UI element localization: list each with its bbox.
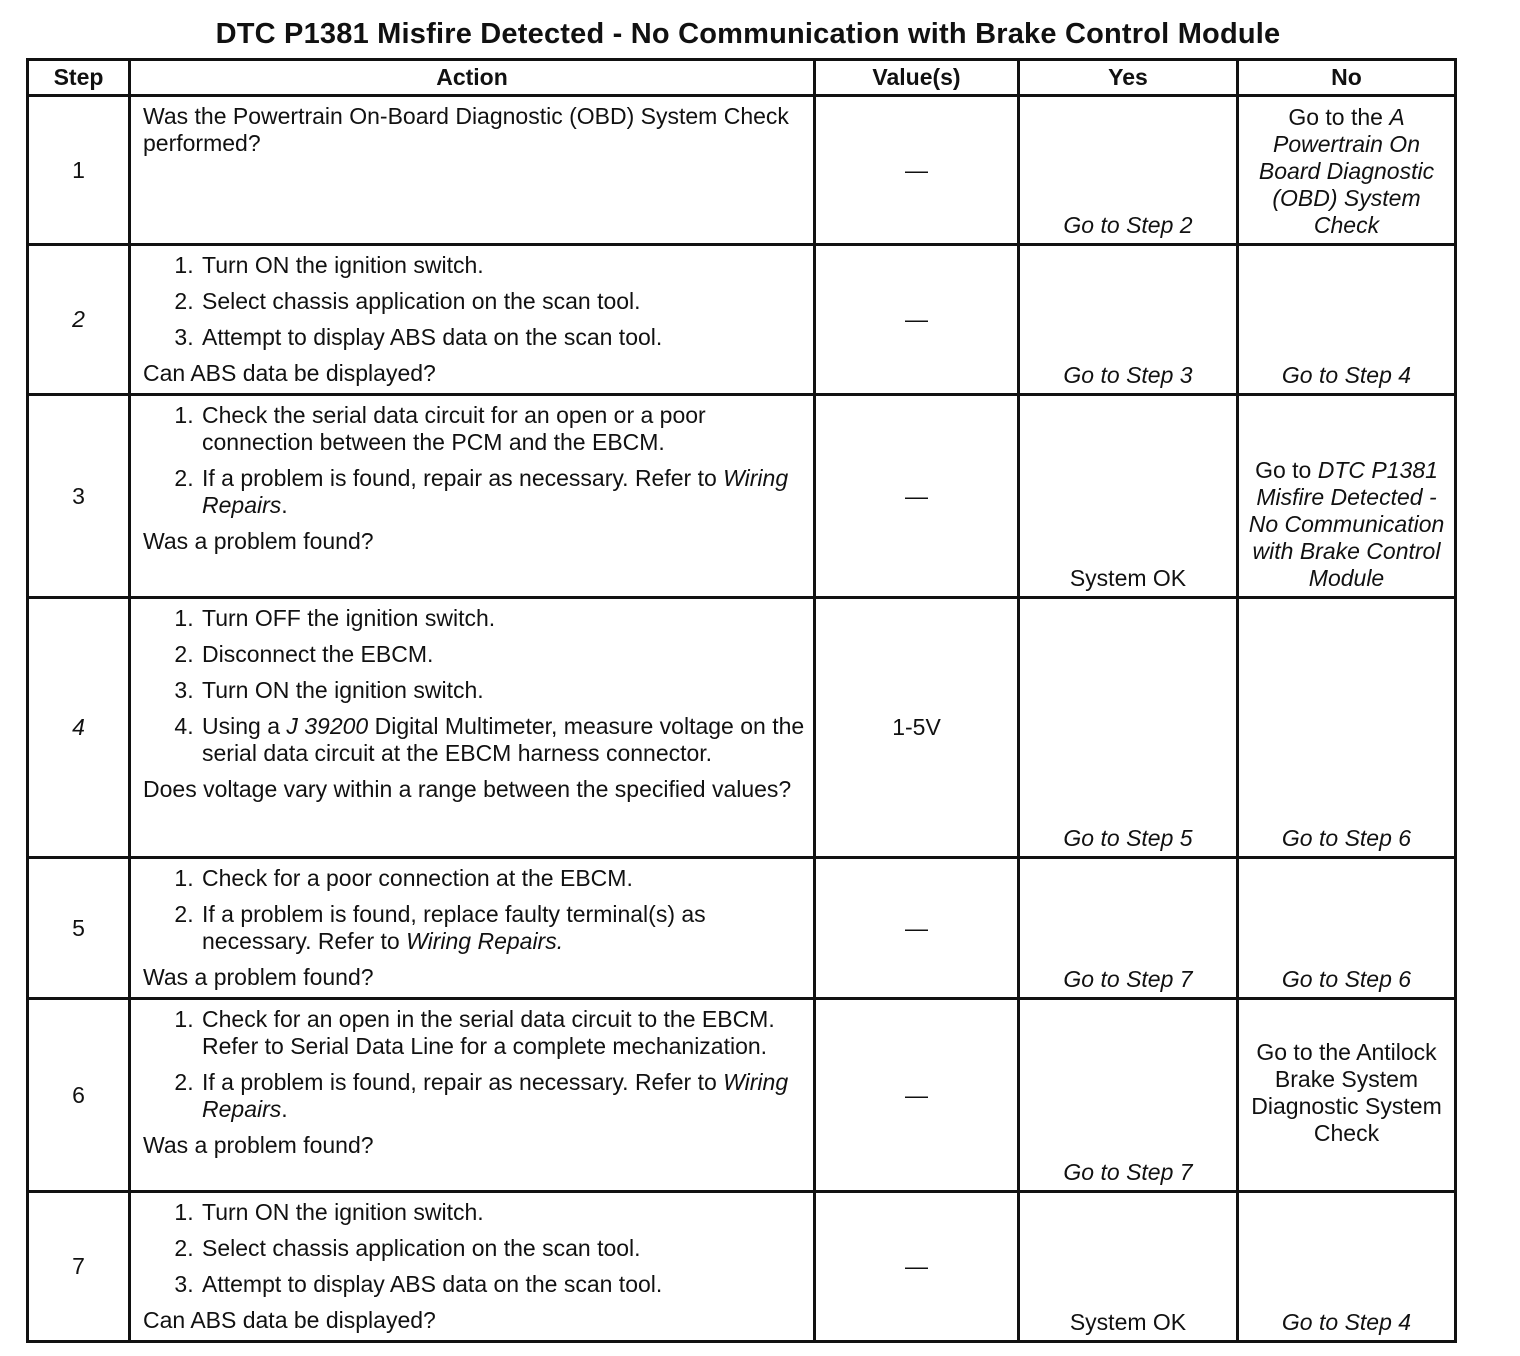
no-cell: Go to Step 4 bbox=[1238, 1192, 1456, 1342]
yes-cell: Go to Step 3 bbox=[1019, 245, 1238, 395]
table-row bbox=[28, 999, 1456, 1192]
value-cell: — bbox=[815, 1192, 1019, 1342]
yes-cell: Go to Step 5 bbox=[1019, 598, 1238, 858]
action-question: Can ABS data be displayed? bbox=[143, 1307, 436, 1333]
action-list bbox=[143, 1199, 805, 1298]
diagnostic-table bbox=[26, 58, 1457, 1343]
action-item bbox=[200, 713, 805, 767]
action-item-text: Using a bbox=[202, 713, 280, 739]
no-cell: Go to Step 4 bbox=[1238, 245, 1456, 395]
action-item bbox=[200, 901, 805, 955]
table-row bbox=[28, 245, 1456, 395]
step-number: 2 bbox=[28, 245, 130, 395]
action-item: 1. Check for a poor connection at the EBCM. bbox=[200, 865, 805, 892]
no-cell: Go to Step 6 bbox=[1238, 858, 1456, 999]
value-cell: — bbox=[815, 96, 1019, 245]
header-row bbox=[28, 60, 1456, 96]
wiring-repairs-reference: Wiring Repairs bbox=[202, 1069, 789, 1122]
wiring-repairs-reference: Wiring Repairs bbox=[202, 465, 789, 518]
action-item-text: If a problem is found, replace faulty terminal(s) as necessary. Refer to bbox=[202, 901, 706, 954]
step-number: 4 bbox=[28, 598, 130, 858]
action-question: Was a problem found? bbox=[143, 528, 374, 554]
no-cell bbox=[1238, 96, 1456, 245]
action-list bbox=[143, 252, 805, 351]
no-text: Go to bbox=[1255, 457, 1312, 483]
value-cell: — bbox=[815, 999, 1019, 1192]
tool-reference: J 39200 bbox=[286, 713, 369, 739]
action-item-text: If a problem is found, repair as necessary. Refer to bbox=[202, 1069, 717, 1095]
action-question: Was the Powertrain On-Board Diagnostic (OBD) System Check performed? bbox=[143, 103, 789, 156]
action-question: Was a problem found? bbox=[143, 1132, 374, 1158]
action-item-text: Digital Multimeter, measure voltage on the serial data circuit at the EBCM harness connector. bbox=[202, 713, 805, 766]
yes-cell: System OK bbox=[1019, 395, 1238, 598]
value-cell: 1-5V bbox=[815, 598, 1019, 858]
page-title: DTC P1381 Misfire Detected - No Communication with Brake Control Module bbox=[215, 18, 1281, 50]
wiring-repairs-reference: Wiring Repairs. bbox=[406, 928, 564, 954]
table-row bbox=[28, 395, 1456, 598]
action-question: Does voltage vary within a range between the specified values? bbox=[143, 776, 792, 802]
yes-cell: System OK bbox=[1019, 1192, 1238, 1342]
action-item bbox=[200, 1069, 805, 1123]
no-cell: Go to the Antilock Brake System Diagnostic System Check bbox=[1238, 999, 1456, 1192]
header-yes: Yes bbox=[1019, 60, 1238, 96]
header-step: Step bbox=[28, 60, 130, 96]
table-row bbox=[28, 1192, 1456, 1342]
value-cell: — bbox=[815, 395, 1019, 598]
action-list bbox=[143, 1006, 805, 1123]
action-item: 1. Turn OFF the ignition switch. bbox=[200, 605, 805, 632]
no-link-text: A Powertrain On Board Diagnostic (OBD) System Check bbox=[1258, 104, 1435, 238]
table-row bbox=[28, 858, 1456, 999]
no-cell: Go to Step 6 bbox=[1238, 598, 1456, 858]
action-item: 1. Check the serial data circuit for an open or a poor connection between the PCM and the EBCM. bbox=[200, 402, 805, 456]
action-item: 2. Select chassis application on the scan tool. bbox=[200, 288, 805, 315]
action-item-text: . bbox=[281, 492, 288, 518]
step-number: 7 bbox=[28, 1192, 130, 1342]
no-cell bbox=[1238, 395, 1456, 598]
no-text: Go to the bbox=[1288, 104, 1383, 130]
action-cell bbox=[130, 1192, 815, 1342]
action-item: 2. Disconnect the EBCM. bbox=[200, 641, 805, 668]
step-number: 5 bbox=[28, 858, 130, 999]
action-cell bbox=[130, 245, 815, 395]
action-cell bbox=[130, 96, 815, 245]
action-list bbox=[143, 865, 805, 955]
action-cell bbox=[130, 395, 815, 598]
yes-cell: Go to Step 2 bbox=[1019, 96, 1238, 245]
action-item: 1. Turn ON the ignition switch. bbox=[200, 252, 805, 279]
action-item-text: . bbox=[281, 1096, 288, 1122]
action-cell bbox=[130, 999, 815, 1192]
action-list bbox=[143, 402, 805, 519]
no-link-text: DTC P1381 Misfire Detected - No Communication with Brake Control Module bbox=[1248, 457, 1445, 591]
step-number: 1 bbox=[28, 96, 130, 245]
value-cell: — bbox=[815, 245, 1019, 395]
action-item: 3. Attempt to display ABS data on the scan tool. bbox=[200, 324, 805, 351]
yes-cell: Go to Step 7 bbox=[1019, 999, 1238, 1192]
header-action: Action bbox=[130, 60, 815, 96]
action-cell bbox=[130, 598, 815, 858]
step-number: 3 bbox=[28, 395, 130, 598]
header-values: Value(s) bbox=[815, 60, 1019, 96]
table-row bbox=[28, 598, 1456, 858]
step-number: 6 bbox=[28, 999, 130, 1192]
action-item: 2. Select chassis application on the scan tool. bbox=[200, 1235, 805, 1262]
value-cell: — bbox=[815, 858, 1019, 999]
action-question: Was a problem found? bbox=[143, 964, 374, 990]
action-list bbox=[143, 605, 805, 767]
action-item: 3. Turn ON the ignition switch. bbox=[200, 677, 805, 704]
action-item bbox=[200, 465, 805, 519]
action-item: 3. Attempt to display ABS data on the scan tool. bbox=[200, 1271, 805, 1298]
action-item: 1. Check for an open in the serial data circuit to the EBCM. Refer to Serial Data Line for a complete mechanization. bbox=[200, 1006, 805, 1060]
header-no: No bbox=[1238, 60, 1456, 96]
yes-cell: Go to Step 7 bbox=[1019, 858, 1238, 999]
table-row bbox=[28, 96, 1456, 245]
action-question: Can ABS data be displayed? bbox=[143, 360, 436, 386]
action-item-text: If a problem is found, repair as necessary. Refer to bbox=[202, 465, 717, 491]
action-cell bbox=[130, 858, 815, 999]
action-item: 1. Turn ON the ignition switch. bbox=[200, 1199, 805, 1226]
